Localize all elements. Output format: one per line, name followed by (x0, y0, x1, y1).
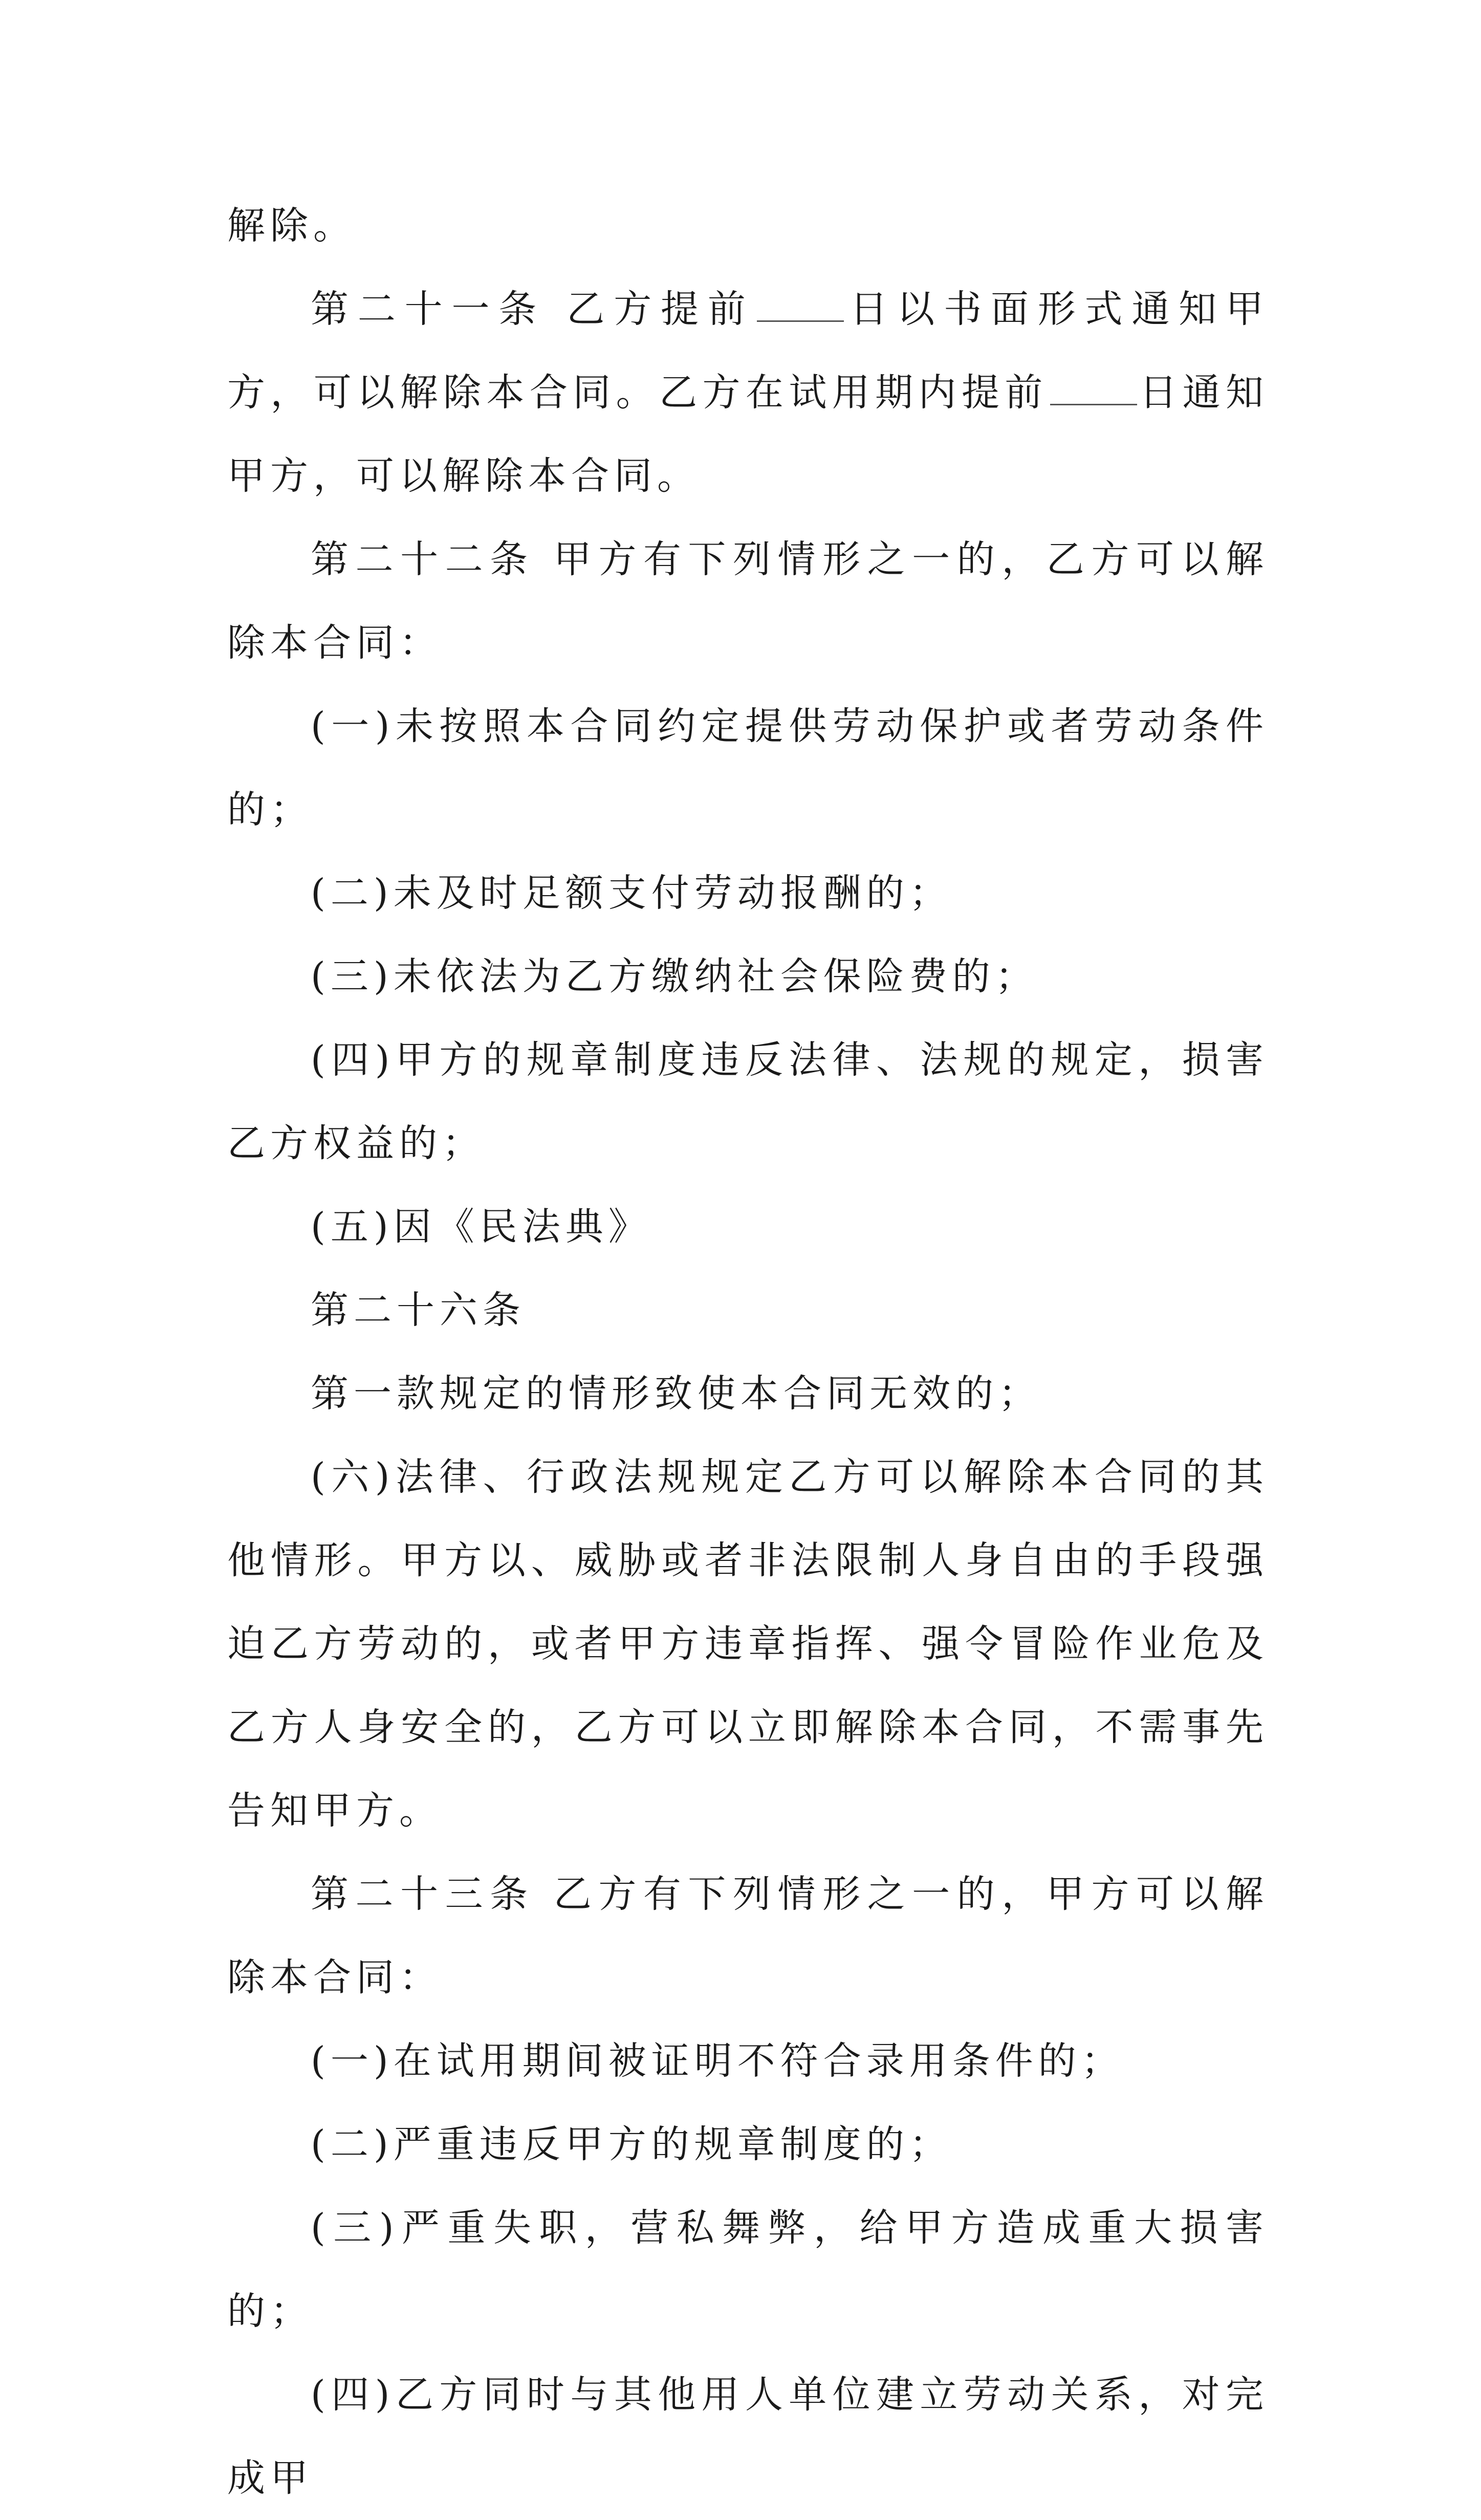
paragraph-continuation (227, 184, 1269, 268)
paragraph-text: 第二十三条 乙方有下列情形之一的，甲方可以解除本合同： (227, 1872, 1269, 2000)
fill-blank-days (757, 290, 844, 322)
document-body (227, 184, 1269, 2520)
paragraph-text: (四)甲方的规章制度违反法律、法规的规定，损害乙方权益的； (227, 1038, 1269, 1165)
paragraph-text: 第二十六条 (311, 1288, 526, 1332)
paragraph-text: 日通知甲方，可以解除本合同。 (227, 371, 1269, 498)
article-23-item-4 (227, 2353, 1269, 2520)
paragraph-text: (五)因《民法典》 (311, 1205, 651, 1249)
paragraph-text: (二)未及时足额支付劳动报酬的； (311, 871, 952, 915)
article-26-clause (227, 1352, 1269, 1436)
article-22-item-1 (227, 685, 1269, 852)
paragraph-text: (四)乙方同时与其他用人单位建立劳动关系，对完成甲 (227, 2373, 1269, 2500)
paragraph-text: 解除。 (227, 204, 356, 248)
article-22-item-4 (227, 1018, 1269, 1185)
article-23-item-2 (227, 2103, 1269, 2186)
article-23-item-1 (227, 2019, 1269, 2103)
article-22-item-2 (227, 852, 1269, 935)
paragraph-text: (六)法律、行政法规规定乙方可以解除本合同的其他情形。甲方以、威胁或者非法限制人身自由的手段强迫乙方劳动的，或者甲方违章指挥、强令冒险作业危及乙方人身安全的，乙方可以立即解除本合同，不需事先告知甲方。 (227, 1455, 1269, 1833)
paragraph-text: 第二十二条 甲方有下列情形之一的，乙方可以解除本合同： (227, 537, 1269, 665)
paragraph-text: (一)在试用期间被证明不符合录用条件的； (311, 2039, 1124, 2083)
paragraph-text: (一)未按照本合同约定提供劳动保护或者劳动条件的； (227, 704, 1269, 832)
article-26-reference (227, 1269, 1269, 1352)
fill-blank-probation-days (1050, 373, 1137, 405)
paragraph-text: (三)未依法为乙方缴纳社会保险费的； (311, 954, 1038, 998)
article-23-item-3 (227, 2186, 1269, 2353)
article-22-item-6 (227, 1436, 1269, 1853)
article-21 (227, 268, 1269, 518)
article-22 (227, 518, 1269, 685)
paragraph-text: (三)严重失职，营私舞弊，给甲方造成重大损害的； (227, 2206, 1269, 2333)
paragraph-text: 第二十一条 乙方提前 (311, 287, 755, 331)
article-22-item-3 (227, 935, 1269, 1018)
paragraph-text: 第一款规定的情形致使本合同无效的； (311, 1372, 1041, 1416)
article-23 (227, 1853, 1269, 2019)
article-22-item-5 (227, 1185, 1269, 1269)
paragraph-text: 日以书面形式通知甲方，可以解除本合同。乙方在试用期内提前 (227, 287, 1269, 415)
paragraph-text: (二)严重违反甲方的规章制度的； (311, 2122, 952, 2166)
